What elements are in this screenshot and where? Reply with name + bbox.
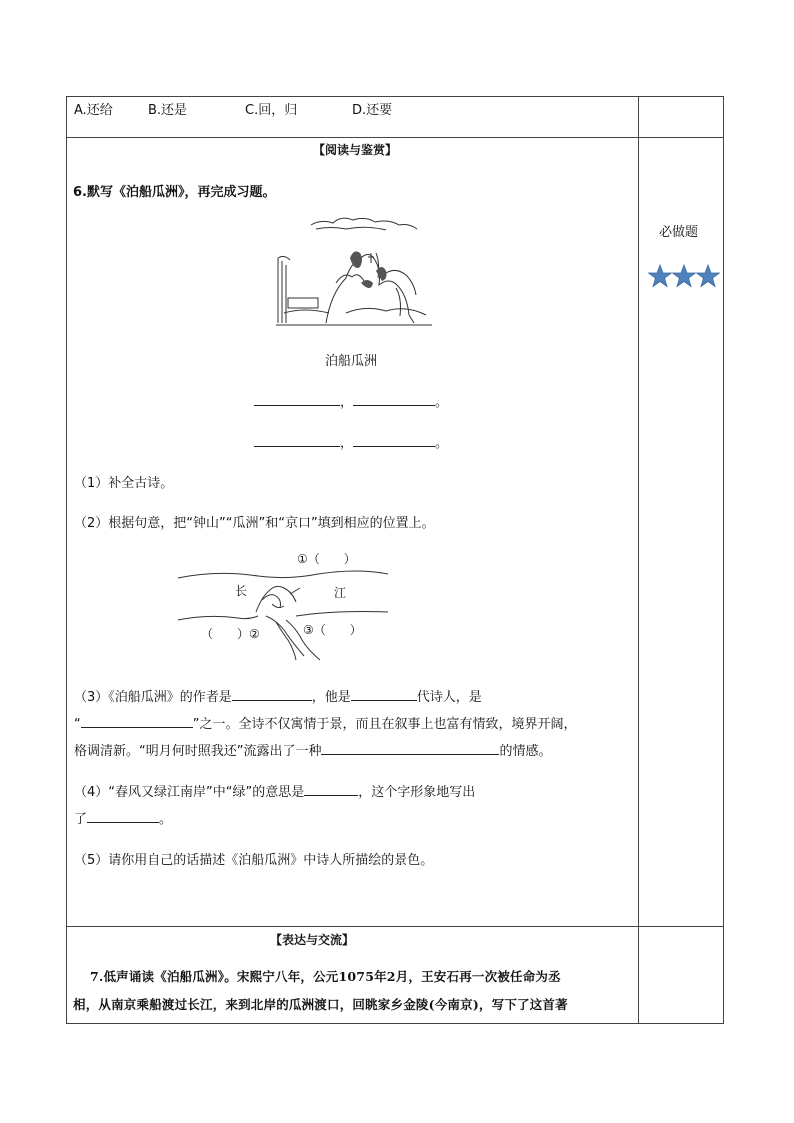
- answer-blank[interactable]: [254, 393, 340, 406]
- sub4-text: 了: [74, 812, 88, 827]
- sub4-text: 。: [159, 812, 173, 827]
- sub-question-4-line-2: [74, 808, 172, 827]
- answer-blank[interactable]: [353, 434, 435, 447]
- table-border-top: [66, 96, 724, 97]
- sub3-text: 格调清新。“明月何时照我还”流露出了一种: [74, 744, 322, 759]
- option-c: C.回，归: [245, 103, 298, 118]
- answer-blank[interactable]: [87, 810, 159, 823]
- map-label-3: ③（ ）: [303, 623, 362, 637]
- option-b: B.还是: [148, 103, 188, 118]
- poem-line-1: [254, 391, 448, 410]
- sub-question-1: （1）补全古诗。: [74, 476, 174, 491]
- comma: ，: [340, 436, 354, 451]
- sub-question-3-line-3: [74, 740, 552, 759]
- comma: ，: [340, 395, 354, 410]
- sub-question-5: （5）请你用自己的话描述《泊船瓜洲》中诗人所描绘的景色。: [74, 853, 434, 868]
- column-divider: [638, 96, 639, 1024]
- answer-blank[interactable]: [321, 742, 499, 755]
- poem-title: 泊船瓜洲: [325, 354, 378, 369]
- sub3-text: ”之一。全诗不仅寓情于景，而且在叙事上也富有情致，境界开阔，: [192, 717, 577, 732]
- answer-blank[interactable]: [304, 783, 358, 796]
- period: 。: [435, 395, 449, 410]
- period: 。: [435, 436, 449, 451]
- sub3-text: “: [74, 717, 81, 732]
- sub3-text: 代诗人，是: [416, 690, 482, 705]
- answer-blank[interactable]: [232, 688, 312, 701]
- sub3-text: （3）《泊船瓜洲》的作者是: [74, 690, 232, 705]
- map-char-chang: 长: [235, 584, 248, 598]
- section-title-reading: 【阅读与鉴赏】: [313, 143, 398, 157]
- answer-blank[interactable]: [351, 688, 417, 701]
- star-icon: [672, 264, 696, 288]
- required-label: 必做题: [659, 225, 699, 240]
- table-border-right: [723, 96, 724, 1024]
- table-border-left: [66, 96, 67, 1024]
- poem-line-2: [254, 432, 448, 451]
- river-map: [176, 560, 396, 662]
- table-border-bottom: [66, 1023, 724, 1024]
- option-a: A.还给: [74, 103, 113, 118]
- star-icon: [696, 264, 720, 288]
- map-label-1: ①（ ）: [297, 552, 356, 566]
- map-label-2: （ ）②: [201, 627, 260, 641]
- answer-blank[interactable]: [254, 434, 340, 447]
- question-7-line-2: 相，从南京乘船渡过长江，来到北岸的瓜洲渡口，回眺家乡金陵(今南京)，写下了这首著: [73, 997, 568, 1012]
- answer-blank[interactable]: [81, 715, 193, 728]
- answer-blank[interactable]: [353, 393, 435, 406]
- section-title-expression: 【表达与交流】: [270, 933, 355, 947]
- map-char-jiang: 江: [334, 586, 347, 600]
- sub-question-3-line-2: [74, 713, 577, 732]
- option-d: D.还要: [352, 103, 393, 118]
- sub-question-2: （2）根据句意，把“钟山”“瓜洲”和“京口”填到相应的位置上。: [74, 516, 435, 531]
- sub3-text: ，他是: [311, 690, 351, 705]
- row-divider: [66, 926, 724, 927]
- sub-question-3-line-1: [74, 686, 482, 705]
- star-icon: [648, 264, 672, 288]
- sub-question-4-line-1: [74, 781, 475, 800]
- row-divider: [66, 137, 724, 138]
- sub3-text: 的情感。: [499, 744, 552, 759]
- poem-illustration: [276, 213, 432, 327]
- question-7-line-1: 7.低声诵读《泊船瓜洲》。宋熙宁八年，公元1075年2月，王安石再一次被任命为丞: [90, 969, 561, 984]
- sub4-text: （4）“春风又绿江南岸”中“绿”的意思是: [74, 785, 305, 800]
- question-6-prompt: 6.默写《泊船瓜洲》，再完成习题。: [73, 185, 276, 200]
- sub4-text: ，这个字形象地写出: [358, 785, 476, 800]
